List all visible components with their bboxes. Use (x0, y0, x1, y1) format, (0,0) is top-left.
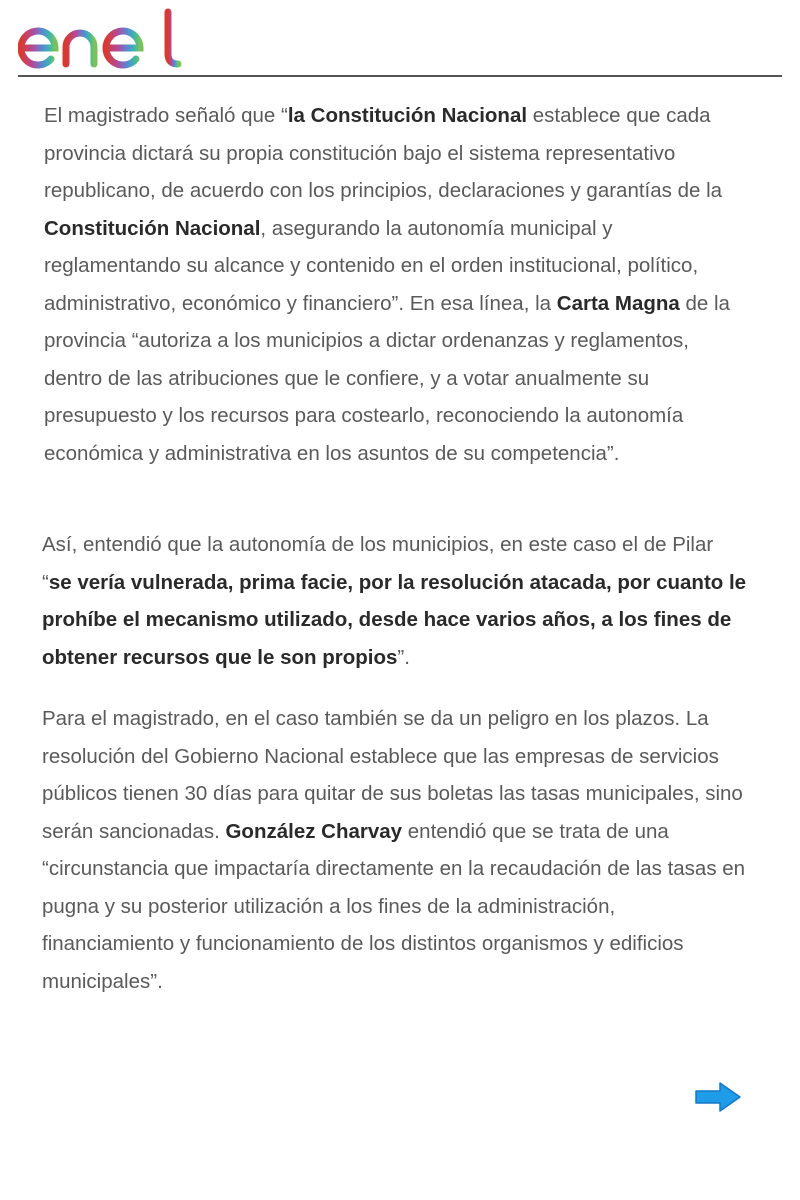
body-text: entendió que se trata de una “circunstancia que impactaría directamente en la recaudación de las tasas en pugna y su posterior utilización a los fines de la administración, financiamiento y funcionamiento de los distintos organismos y edificios municipales”. (42, 819, 746, 993)
body-text: de la provincia “autoriza a los municipios a dictar ordenanzas y reglamentos, dentro de las atribuciones que le confiere, y a votar anualmente su presupuesto y los recursos para costearlo, reconociendo la autonomía económica y administrativa en los asuntos de su competencia”. (44, 291, 730, 465)
paragraph-2 (42, 526, 747, 676)
emphasis-text: se vería vulnerada, prima facie, por la resolución atacada, por cuanto le prohíbe el mecanismo utilizado, desde hace varios años, a los fines de obtener recursos que le son propios (42, 570, 747, 669)
emphasis-text: Carta Magna (556, 291, 680, 315)
emphasis-text: la Constitución Nacional (287, 104, 528, 127)
emphasis-text: González Charvay (225, 819, 403, 843)
body-text: ”. (397, 645, 410, 669)
enel-logo[interactable] (18, 8, 183, 70)
body-text: El magistrado señaló que “ (44, 104, 288, 127)
body-text: Así, entendió que la autonomía de los municipios, en este caso el de Pilar “ (42, 533, 714, 594)
emphasis-text: Constitución Nacional (44, 216, 261, 240)
right-arrow-icon[interactable] (692, 1080, 744, 1114)
body-text: establece que cada provincia dictará su propia constitución bajo el sistema representativo republicano, de acuerdo con los principios, declaraciones y garantías de la (44, 104, 723, 202)
body-text: Para el magistrado, en el caso también se da un peligro en los plazos. La resolución del Gobierno Nacional establece que las empresas de servicios públicos tienen 30 días para quitar de sus boletas las tasas municipales, sino serán sancionadas. (42, 707, 743, 843)
site-header (18, 8, 782, 77)
body-text: , asegurando la autonomía municipal y reglamentando su alcance y contenido en el orden institucional, político, administrativo, económico y financiero”. En esa línea, la (44, 216, 699, 315)
paragraph-1 (44, 97, 749, 472)
paragraph-3 (42, 700, 747, 1000)
